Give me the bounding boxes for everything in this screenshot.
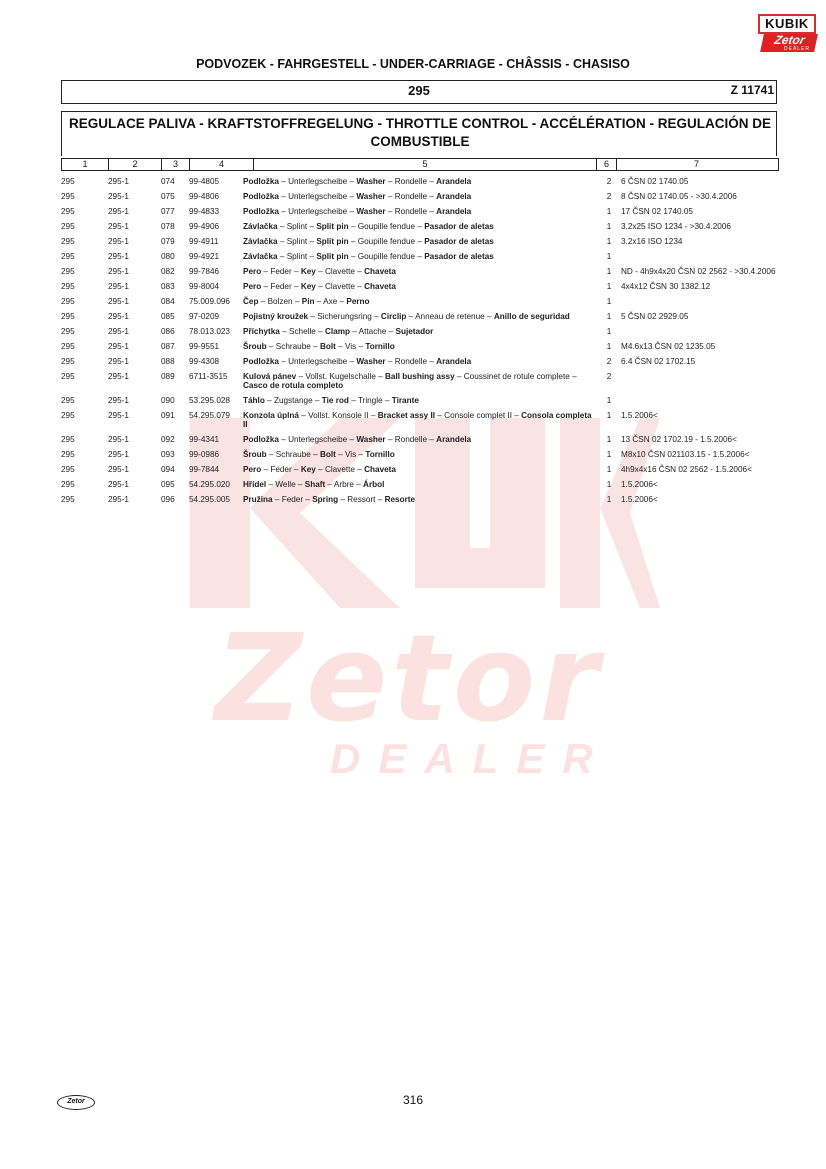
quantity-cell: 1 (606, 342, 612, 351)
name-es: Árbol (363, 480, 385, 489)
subgroup-cell: 295-1 (108, 222, 129, 231)
name-fr: Rondelle (394, 207, 428, 216)
note-cell: 1.5.2006< (621, 480, 658, 489)
name-en: Circlip (380, 312, 407, 321)
group-cell: 295 (61, 396, 75, 405)
name-de: Schraube (275, 342, 311, 351)
part-number-cell: 99-9551 (189, 342, 220, 351)
group-cell: 295 (61, 327, 75, 336)
name-de: Feder (270, 282, 292, 291)
note-cell: 17 ČSN 02 1740.05 (621, 207, 693, 216)
zetor-watermark: Zetor (215, 610, 603, 749)
part-number-cell: 6711-3515 (189, 372, 228, 381)
name-en: Bracket assy II (377, 411, 436, 420)
logo-kubik-text: KUBIK (758, 14, 816, 34)
name-cz: Závlačka (243, 237, 278, 246)
name-es: Pasador de aletas (424, 222, 494, 231)
name-fr: Anneau de retenue (415, 312, 485, 321)
part-number-cell: 99-4308 (189, 357, 220, 366)
part-number-cell: 78.013.023 (189, 327, 230, 336)
quantity-cell: 1 (606, 495, 612, 504)
name-de: Unterlegscheibe (288, 207, 348, 216)
description-cell: Závlačka – Splint – Split pin – Goupille fendue – Pasador de aletas (243, 222, 494, 231)
group-cell: 295 (61, 237, 75, 246)
name-cz: Podložka (243, 177, 279, 186)
name-fr: Tringle (357, 396, 383, 405)
name-fr: Console complet II (444, 411, 512, 420)
note-cell: 4h9x4x16 ČSN 02 2562 - 1.5.2006< (621, 465, 752, 474)
name-es: Arandela (436, 192, 472, 201)
col-header-3: 3 (162, 159, 190, 170)
name-cz: Hřídel (243, 480, 267, 489)
note-cell (621, 396, 781, 411)
subgroup-cell: 295-1 (108, 297, 129, 306)
description-cell: Kulová pánev – Vollst. Kugelschalle – Ball bushing assy – Coussinet de rotule complete – Casco de rotula completo (243, 372, 577, 390)
name-en: Key (300, 267, 316, 276)
description-cell: Závlačka – Splint – Split pin – Goupille fendue – Pasador de aletas (243, 237, 494, 246)
name-de: Feder (270, 465, 292, 474)
part-number-cell: 99-4921 (189, 252, 220, 261)
position-cell: 088 (161, 357, 175, 366)
table-row (61, 372, 781, 396)
quantity-cell: 1 (606, 465, 612, 474)
note-cell: 4x4x12 ČSN 30 1382.12 (621, 282, 711, 291)
position-cell: 095 (161, 480, 175, 489)
name-es: Arandela (436, 207, 472, 216)
name-en: Key (300, 465, 316, 474)
table-row (61, 222, 781, 237)
name-cz: Šroub (243, 342, 267, 351)
name-cz: Pružina (243, 495, 273, 504)
note-cell: 3.2x16 ISO 1234 (621, 237, 683, 246)
subgroup-cell: 295-1 (108, 267, 129, 276)
table-row (61, 465, 781, 480)
section-title: REGULACE PALIVA - KRAFTSTOFFREGELUNG - THROTTLE CONTROL - ACCÉLÉRATION - REGULACIÓN DE COMBUSTIBLE (69, 116, 771, 149)
name-en: Washer (356, 357, 386, 366)
description-cell: Pero – Feder – Key – Clavette – Chaveta (243, 267, 396, 276)
subgroup-cell: 295-1 (108, 327, 129, 336)
name-es: Pasador de aletas (424, 237, 494, 246)
quantity-cell: 1 (606, 450, 612, 459)
name-cz: Závlačka (243, 252, 278, 261)
name-es: Resorte (384, 495, 416, 504)
zetor-footer-logo: Zetor (57, 1095, 95, 1110)
group-cell: 295 (61, 252, 75, 261)
name-cz: Podložka (243, 357, 279, 366)
position-cell: 096 (161, 495, 175, 504)
subgroup-cell: 295-1 (108, 372, 129, 381)
group-cell: 295 (61, 357, 75, 366)
name-fr: Rondelle (394, 435, 428, 444)
name-en: Ball bushing assy (385, 372, 455, 381)
position-cell: 091 (161, 411, 175, 420)
name-fr: Rondelle (394, 192, 428, 201)
table-row (61, 342, 781, 357)
note-cell: 5 ČSN 02 2929.05 (621, 312, 689, 321)
position-cell: 077 (161, 207, 175, 216)
subgroup-cell: 295-1 (108, 435, 129, 444)
name-de: Feder (281, 495, 304, 504)
name-en: Key (300, 282, 316, 291)
name-fr: Vis (344, 342, 357, 351)
name-en: Washer (356, 177, 386, 186)
quantity-cell: 1 (606, 282, 612, 291)
name-cz: Kulová pánev (243, 372, 297, 381)
quantity-cell: 2 (606, 357, 612, 366)
name-fr: Goupille fendue (357, 222, 416, 231)
name-en: Washer (356, 192, 386, 201)
name-en: Washer (356, 435, 386, 444)
subgroup-cell: 295-1 (108, 177, 129, 186)
note-cell: 1.5.2006< (621, 495, 658, 504)
name-de: Feder (270, 267, 292, 276)
quantity-cell: 2 (606, 372, 612, 381)
page-number: 316 (402, 1093, 424, 1107)
table-row (61, 435, 781, 450)
name-de: Welle (275, 480, 296, 489)
part-number-cell: 99-4806 (189, 192, 220, 201)
group-cell: 295 (61, 312, 75, 321)
group-cell: 295 (61, 450, 75, 459)
subgroup-cell: 295-1 (108, 342, 129, 351)
name-de: Unterlegscheibe (288, 357, 348, 366)
part-number-cell: 54.295.005 (189, 495, 230, 504)
quantity-cell: 1 (606, 237, 612, 246)
part-number-cell: 99-4911 (189, 237, 219, 246)
table-row (61, 282, 781, 297)
name-en: Clamp (324, 327, 350, 336)
name-es: Consola completa II (243, 411, 592, 429)
quantity-cell: 1 (606, 312, 612, 321)
subgroup-cell: 295-1 (108, 282, 129, 291)
name-de: Schraube (275, 450, 311, 459)
group-cell: 295 (61, 480, 75, 489)
quantity-cell: 2 (606, 177, 612, 186)
position-cell: 079 (161, 237, 175, 246)
note-cell: M8x10 ČSN 021103.15 - 1.5.2006< (621, 450, 750, 459)
note-cell: 3.2x25 ISO 1234 - >30.4.2006 (621, 222, 731, 231)
name-en: Bolt (319, 342, 336, 351)
column-header-row (61, 158, 779, 171)
table-row (61, 480, 781, 495)
note-cell: 6 ČSN 02 1740.05 (621, 177, 689, 186)
part-number-cell: 54.295.020 (189, 480, 230, 489)
description-cell: Příchytka – Schelle – Clamp – Attache – Sujetador (243, 327, 434, 336)
description-cell: Podložka – Unterlegscheibe – Washer – Rondelle – Arandela (243, 357, 472, 366)
col-header-6: 6 (597, 159, 617, 170)
subgroup-cell: 295-1 (108, 450, 129, 459)
kubik-zetor-logo (758, 14, 816, 52)
position-cell: 094 (161, 465, 175, 474)
name-cz: Podložka (243, 207, 279, 216)
part-number-cell: 99-4341 (189, 435, 220, 444)
name-es: Tornillo (365, 342, 395, 351)
col-header-2: 2 (109, 159, 162, 170)
group-cell: 295 (61, 465, 75, 474)
name-fr: Ressort (347, 495, 376, 504)
part-number-cell: 53.295.028 (189, 396, 230, 405)
table-row (61, 357, 781, 372)
name-de: Splint (286, 252, 308, 261)
part-number-cell: 99-7844 (189, 465, 220, 474)
subgroup-cell: 295-1 (108, 357, 129, 366)
name-de: Schelle (288, 327, 316, 336)
position-cell: 089 (161, 372, 175, 381)
table-row (61, 192, 781, 207)
position-cell: 080 (161, 252, 175, 261)
subgroup-cell: 295-1 (108, 411, 129, 420)
quantity-cell: 1 (606, 411, 612, 420)
note-cell: 8 ČSN 02 1740.05 - >30.4.2006 (621, 192, 737, 201)
quantity-cell: 1 (606, 267, 612, 276)
name-es: Tornillo (365, 450, 395, 459)
table-row (61, 237, 781, 252)
note-cell: 1.5.2006< (621, 411, 658, 420)
group-cell: 295 (61, 207, 75, 216)
quantity-cell: 1 (606, 396, 612, 405)
quantity-cell: 1 (606, 207, 612, 216)
quantity-cell: 1 (606, 327, 612, 336)
table-row (61, 312, 781, 327)
description-cell: Pero – Feder – Key – Clavette – Chaveta (243, 282, 396, 291)
name-es: Chaveta (364, 465, 396, 474)
name-es: Anillo de seguridad (493, 312, 570, 321)
description-cell: Táhlo – Zugstange – Tie rod – Tringle – Tirante (243, 396, 419, 405)
name-cz: Konzola úplná (243, 411, 299, 420)
part-number-cell: 97-0209 (189, 312, 220, 321)
name-de: Vollst. Konsole II (308, 411, 369, 420)
table-row (61, 327, 781, 342)
note-cell: 13 ČSN 02 1702.19 - 1.5.2006< (621, 435, 737, 444)
table-row (61, 495, 781, 510)
name-es: Perno (346, 297, 370, 306)
part-number-cell: 99-7846 (189, 267, 220, 276)
name-fr: Axe (323, 297, 338, 306)
name-cz: Příchytka (243, 327, 280, 336)
group-cell: 295 (61, 372, 75, 381)
table-row (61, 450, 781, 465)
name-en: Tie rod (321, 396, 349, 405)
description-cell: Podložka – Unterlegscheibe – Washer – Rondelle – Arandela (243, 207, 472, 216)
name-cz: Pojistný kroužek (243, 312, 309, 321)
name-de: Vollst. Kugelschalle (305, 372, 376, 381)
subgroup-cell: 295-1 (108, 465, 129, 474)
name-fr: Goupille fendue (357, 237, 416, 246)
name-cz: Pero (243, 282, 262, 291)
name-de: Unterlegscheibe (288, 192, 348, 201)
note-cell (621, 252, 781, 267)
quantity-cell: 1 (606, 252, 612, 261)
position-cell: 087 (161, 342, 175, 351)
name-es: Chaveta (364, 282, 396, 291)
name-cz: Čep (243, 297, 259, 306)
note-cell: M4.6x13 ČSN 02 1235.05 (621, 342, 716, 351)
name-en: Spring (312, 495, 339, 504)
group-cell: 295 (61, 222, 75, 231)
col-header-7: 7 (693, 159, 699, 169)
name-cz: Podložka (243, 192, 279, 201)
part-number-cell: 99-8004 (189, 282, 220, 291)
table-row (61, 267, 781, 282)
quantity-cell: 2 (606, 192, 612, 201)
quantity-cell: 1 (606, 480, 612, 489)
description-cell: Šroub – Schraube – Bolt – Vis – Tornillo (243, 450, 395, 459)
description-cell: Podložka – Unterlegscheibe – Washer – Rondelle – Arandela (243, 435, 472, 444)
table-row (61, 177, 781, 192)
table-row (61, 252, 781, 267)
description-cell: Pojistný kroužek – Sicherungsring – Circlip – Anneau de retenue – Anillo de seguridad (243, 312, 570, 321)
group-cell: 295 (61, 342, 75, 351)
part-number-cell: 54.295.079 (189, 411, 230, 420)
note-cell: 6.4 ČSN 02 1702.15 (621, 357, 696, 366)
name-es: Chaveta (364, 267, 396, 276)
subgroup-cell: 295-1 (108, 396, 129, 405)
name-fr: Clavette (324, 282, 355, 291)
name-es: Arandela (436, 435, 472, 444)
part-number-cell: 99-0986 (189, 450, 220, 459)
parts-table (61, 177, 781, 510)
name-fr: Vis (344, 450, 357, 459)
group-cell: 295 (61, 267, 75, 276)
position-cell: 093 (161, 450, 175, 459)
table-row (61, 411, 781, 435)
description-cell: Pero – Feder – Key – Clavette – Chaveta (243, 465, 396, 474)
position-cell: 090 (161, 396, 175, 405)
name-cz: Táhlo (243, 396, 265, 405)
name-cz: Pero (243, 267, 262, 276)
name-cz: Pero (243, 465, 262, 474)
group-cell: 295 (61, 297, 75, 306)
name-de: Zugstange (273, 396, 313, 405)
subgroup-cell: 295-1 (108, 192, 129, 201)
position-cell: 074 (161, 177, 175, 186)
description-cell: Konzola úplná – Vollst. Konsole II – Bracket assy II – Console complet II – Consola completa II (243, 411, 592, 429)
col-header-1: 1 (62, 159, 109, 170)
name-es: Arandela (436, 357, 472, 366)
position-cell: 085 (161, 312, 175, 321)
description-cell: Čep – Bolzen – Pin – Axe – Perno (243, 297, 370, 306)
name-fr: Clavette (324, 465, 355, 474)
quantity-cell: 1 (606, 435, 612, 444)
logo-zetor-text: Zetor (760, 34, 818, 52)
group-cell: 295 (61, 411, 75, 420)
name-fr: Attache (358, 327, 387, 336)
name-cz: Podložka (243, 435, 279, 444)
position-cell: 084 (161, 297, 175, 306)
part-number-cell: 99-4833 (189, 207, 220, 216)
subgroup-cell: 295-1 (108, 480, 129, 489)
name-en: Split pin (316, 237, 349, 246)
group-cell: 295 (61, 192, 75, 201)
description-cell: Podložka – Unterlegscheibe – Washer – Rondelle – Arandela (243, 177, 472, 186)
name-fr: Rondelle (394, 357, 428, 366)
name-fr: Goupille fendue (357, 252, 416, 261)
name-cz: Šroub (243, 450, 267, 459)
table-row (61, 396, 781, 411)
name-en: Split pin (316, 222, 349, 231)
quantity-cell: 1 (606, 222, 612, 231)
name-es: Arandela (436, 177, 472, 186)
position-cell: 086 (161, 327, 175, 336)
table-row (61, 297, 781, 312)
name-es: Pasador de aletas (424, 252, 494, 261)
description-cell: Závlačka – Splint – Split pin – Goupille fendue – Pasador de aletas (243, 252, 494, 261)
name-de: Unterlegscheibe (288, 177, 348, 186)
name-en: Split pin (316, 252, 349, 261)
group-cell: 295 (61, 282, 75, 291)
position-cell: 082 (161, 267, 175, 276)
part-number-cell: 99-4805 (189, 177, 220, 186)
page-title: PODVOZEK - FAHRGESTELL - UNDER-CARRIAGE - CHÂSSIS - CHASISO (196, 57, 630, 71)
group-cell: 295 (61, 495, 75, 504)
name-en: Bolt (319, 450, 336, 459)
position-cell: 083 (161, 282, 175, 291)
dealer-watermark: DEALER (330, 735, 611, 782)
name-de: Splint (286, 237, 308, 246)
col-header-4: 4 (190, 159, 254, 170)
name-es: Casco de rotula completo (243, 381, 344, 390)
name-en: Washer (356, 207, 386, 216)
note-cell (621, 297, 781, 312)
quantity-cell: 1 (606, 297, 612, 306)
name-en: Shaft (304, 480, 326, 489)
table-row (61, 207, 781, 222)
description-cell: Hřídel – Welle – Shaft – Arbre – Árbol (243, 480, 385, 489)
part-number-cell: 75.009.096 (189, 297, 230, 306)
name-fr: Clavette (324, 267, 355, 276)
subgroup-cell: 295-1 (108, 252, 129, 261)
drawing-number: Z 11741 (730, 83, 774, 97)
group-number: 295 (408, 83, 430, 98)
name-fr: Coussinet de rotule complete (463, 372, 570, 381)
name-de: Unterlegscheibe (288, 435, 348, 444)
name-fr: Rondelle (394, 177, 428, 186)
group-cell: 295 (61, 435, 75, 444)
subgroup-cell: 295-1 (108, 495, 129, 504)
name-fr: Arbre (333, 480, 354, 489)
name-de: Bolzen (267, 297, 293, 306)
group-cell: 295 (61, 177, 75, 186)
name-cz: Závlačka (243, 222, 278, 231)
logo-dealer-text: DEALER (784, 46, 811, 52)
description-cell: Šroub – Schraube – Bolt – Vis – Tornillo (243, 342, 395, 351)
subgroup-cell: 295-1 (108, 312, 129, 321)
position-cell: 078 (161, 222, 175, 231)
description-cell: Pružina – Feder – Spring – Ressort – Resorte (243, 495, 416, 504)
name-es: Sujetador (395, 327, 434, 336)
col-header-5: 5 (254, 159, 597, 170)
position-cell: 092 (161, 435, 175, 444)
position-cell: 075 (161, 192, 175, 201)
name-de: Sicherungsring (317, 312, 372, 321)
note-cell (621, 372, 781, 396)
name-es: Tirante (391, 396, 419, 405)
note-cell: ND - 4h9x4x20 ČSN 02 2562 - >30.4.2006 (621, 267, 776, 276)
description-cell: Podložka – Unterlegscheibe – Washer – Rondelle – Arandela (243, 192, 472, 201)
note-cell (621, 327, 781, 342)
name-de: Splint (286, 222, 308, 231)
subgroup-cell: 295-1 (108, 207, 129, 216)
subgroup-cell: 295-1 (108, 237, 129, 246)
part-number-cell: 99-4906 (189, 222, 220, 231)
name-en: Pin (301, 297, 315, 306)
